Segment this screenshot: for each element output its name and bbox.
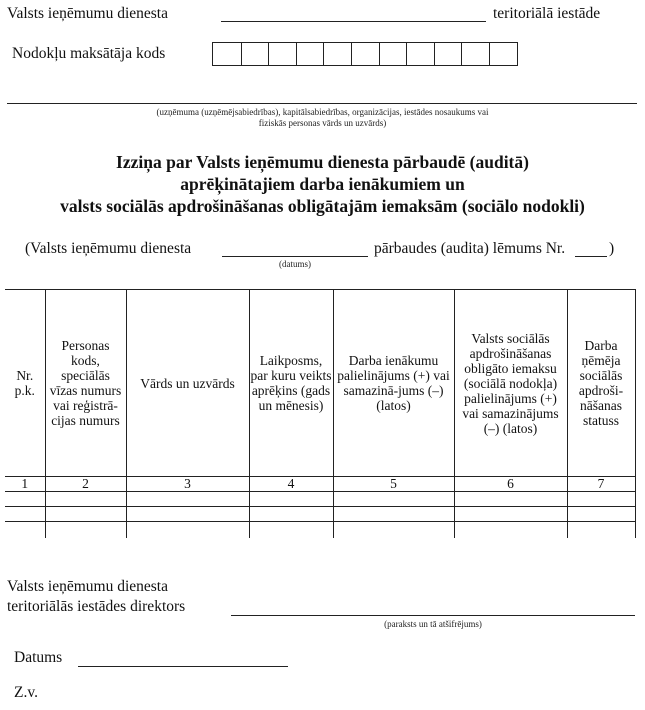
column-number: 7 (567, 477, 635, 492)
entity-name-field[interactable] (7, 103, 637, 104)
table-cell[interactable] (454, 522, 567, 539)
decision-number-field[interactable] (575, 256, 607, 257)
table-cell[interactable] (333, 492, 454, 507)
signature-caption: (paraksts un tā atšifrējums) (384, 619, 482, 629)
table-cell[interactable] (5, 492, 45, 507)
taxpayer-code-boxes[interactable] (212, 42, 518, 66)
table-header-row (5, 290, 635, 477)
table-cell[interactable] (126, 522, 249, 539)
table-row (5, 507, 635, 522)
table-cell[interactable] (249, 492, 333, 507)
decision-number-label: pārbaudes (audita) lēmums Nr. (374, 240, 566, 257)
column-number: 1 (5, 477, 45, 492)
code-cell[interactable] (461, 43, 489, 65)
header-person-code: Personas kods, speciālās vīzas numurs vai reģistrā-cijas numurs (45, 290, 126, 477)
director-label-line1: Valsts ieņēmumu dienesta (7, 578, 168, 595)
decision-authority-label: (Valsts ieņēmumu dienesta (25, 240, 192, 257)
code-cell[interactable] (489, 43, 517, 65)
header-contribution-change: Valsts sociālās apdrošināšanas obligāto iemaksu (sociālā nodokļa) palielinājums (+) vai samazinājums (–) (latos) (454, 290, 567, 477)
table-cell[interactable] (126, 492, 249, 507)
table-cell[interactable] (567, 507, 635, 522)
date-field[interactable] (78, 666, 288, 667)
table-cell[interactable] (567, 522, 635, 539)
code-cell[interactable] (213, 43, 241, 65)
column-number: 2 (45, 477, 126, 492)
table-cell[interactable] (5, 507, 45, 522)
column-number: 6 (454, 477, 567, 492)
date-label: Datums (14, 649, 63, 666)
header-full-name: Vārds un uzvārds (126, 290, 249, 477)
assessment-table (5, 289, 636, 538)
table-cell[interactable] (45, 507, 126, 522)
entity-caption-line2: fiziskās personas vārds un uzvārds) (258, 118, 387, 128)
code-cell[interactable] (268, 43, 296, 65)
header-period: Laikposms, par kuru veikts aprēķins (gads un mēnesis) (249, 290, 333, 477)
table-cell[interactable] (126, 507, 249, 522)
territorial-office-field[interactable] (221, 21, 486, 22)
header-row-number: Nr. p.k. (5, 290, 45, 477)
table-row (5, 522, 635, 539)
decision-date-caption: (datums) (279, 259, 311, 269)
entity-caption-line1: (uzņēmuma (uzņēmējsabiedrības), kapitālsabiedrības, organizācijas, iestādes nosaukums vai (156, 107, 489, 117)
table-cell[interactable] (249, 522, 333, 539)
table-cell[interactable] (567, 492, 635, 507)
table-cell[interactable] (45, 492, 126, 507)
table-cell[interactable] (249, 507, 333, 522)
table-cell[interactable] (454, 507, 567, 522)
table-cell[interactable] (333, 522, 454, 539)
header-income-change: Darba ienākumu palielinājums (+) vai samazinā-jums (–) (latos) (333, 290, 454, 477)
table-cell[interactable] (5, 522, 45, 539)
seal-label: Z.v. (14, 684, 38, 701)
document-title-line1: Izziņa par Valsts ieņēmumu dienesta pārbaudē (auditā) (116, 152, 529, 172)
code-cell[interactable] (241, 43, 269, 65)
column-number: 5 (333, 477, 454, 492)
decision-date-field[interactable] (222, 256, 368, 257)
document-title-line3: valsts sociālās apdrošināšanas obligātajām iemaksām (sociālo nodokli) (60, 196, 585, 216)
code-cell[interactable] (296, 43, 324, 65)
document-title-line2: aprēķinātajiem darba ienākumiem un (180, 174, 465, 194)
director-signature-field[interactable] (231, 615, 635, 616)
table-cell[interactable] (454, 492, 567, 507)
code-cell[interactable] (323, 43, 351, 65)
column-number: 4 (249, 477, 333, 492)
table-cell[interactable] (45, 522, 126, 539)
decision-close-paren: ) (609, 240, 615, 257)
table-number-row (5, 477, 635, 492)
issuing-authority-label: Valsts ieņēmumu dienesta (7, 5, 168, 22)
director-label-line2: teritoriālās iestādes direktors (7, 598, 186, 615)
column-number: 3 (126, 477, 249, 492)
code-cell[interactable] (379, 43, 407, 65)
header-insurance-status: Darba ņēmēja sociālās apdroši-nāšanas statuss (567, 290, 635, 477)
code-cell[interactable] (406, 43, 434, 65)
code-cell[interactable] (351, 43, 379, 65)
table-cell[interactable] (333, 507, 454, 522)
territorial-office-label: teritoriālā iestāde (493, 5, 601, 22)
table-row (5, 492, 635, 507)
taxpayer-code-label: Nodokļu maksātāja kods (12, 45, 166, 62)
code-cell[interactable] (434, 43, 462, 65)
